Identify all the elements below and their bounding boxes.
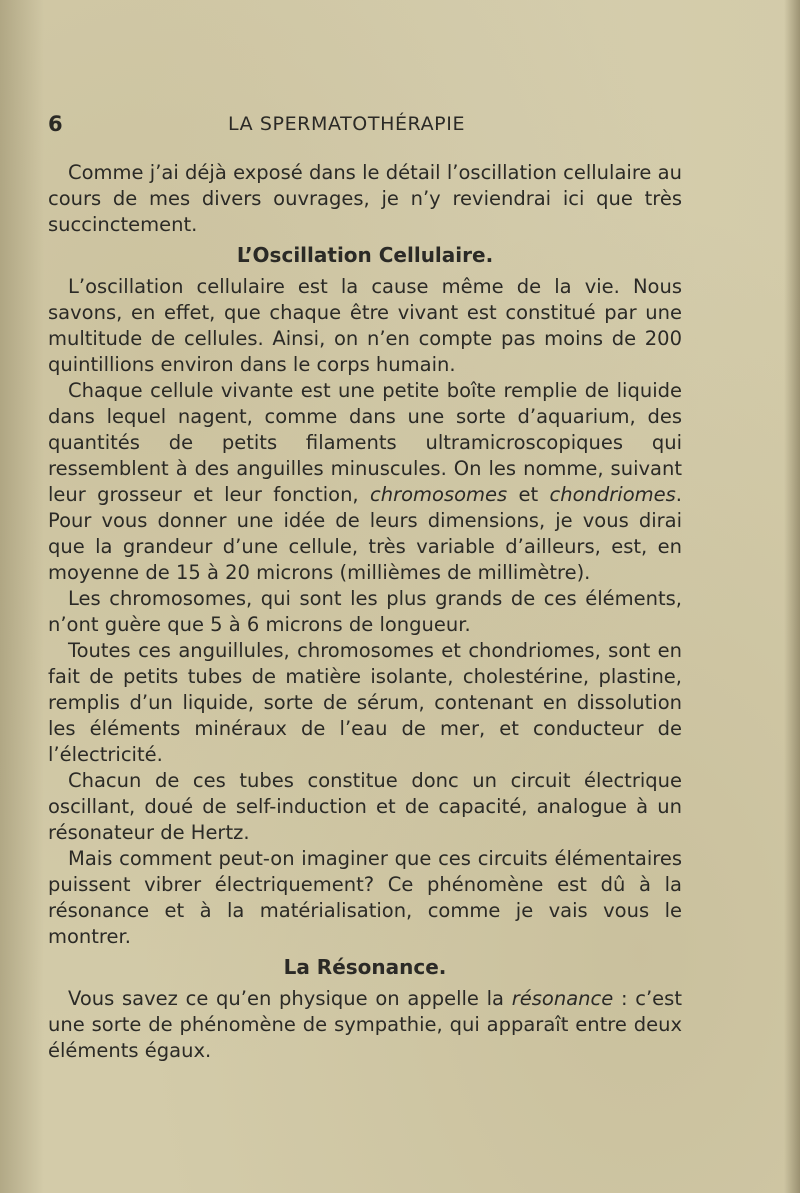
term-chromosomes: chromosomes (369, 483, 508, 506)
paragraph-oscillation-1: L’oscillation cellulaire est la cause même de la vie. Nous savons, en effet, que chaque être vivant est constitué par une multitude de cellules. Ainsi, on n’en compte pas moins de 200 quintillions environ dans le corps humain. (48, 275, 682, 376)
paragraph-oscillation-6: Mais comment peut-on imaginer que ces circuits élémentaires puissent vibrer électriquement? Ce phénomène est dû à la résonance et à la matérialisation, comme je vais vous le montrer. (48, 847, 682, 948)
paragraph-oscillation-3: Les chromosomes, qui sont les plus grands de ces éléments, n’ont guère que 5 à 6 microns de longueur. (48, 587, 682, 636)
paragraph-text: Vous savez ce qu’en physique on appelle la (68, 987, 512, 1010)
paragraph-text: Chaque cellule vivante est une petite boîte remplie de liquide dans lequel nagent, comme dans une sorte d’aquarium, des quantités de petits filaments ultramicroscopiques qui ressemblent à des anguilles minuscules. On les nomme, suivant leur grosseur et leur fonction, (48, 379, 682, 506)
paragraph-text: : c’est une sorte de phénomène de sympathie, qui apparaît entre deux éléments égaux. (48, 987, 682, 1062)
paragraph-oscillation-4: Toutes ces anguillules, chromosomes et chondriomes, sont en fait de petits tubes de matière isolante, cholestérine, plastine, remplis d’un liquide, sorte de sérum, contenant en dissolution les éléments minéraux de l’eau de mer, et conducteur de l’électricité. (48, 639, 682, 766)
paragraph-resonance-1 (48, 986, 682, 1064)
page-left-shadow (0, 0, 44, 1193)
section-heading-resonance: La Résonance. (283, 955, 447, 979)
paragraph-oscillation-5: Chacun de ces tubes constitue donc un circuit électrique oscillant, doué de self-induction et de capacité, analogue à un résonateur de Hertz. (48, 769, 682, 844)
running-title: LA SPERMATOTHÉRAPIE (228, 113, 466, 135)
running-head (48, 112, 682, 146)
paragraph-text: . Pour vous donner une idée de leurs dimensions, je vous dirai que la grandeur d’une cellule, très variable d’ailleurs, est, en moyenne de 15 à 20 microns (millièmes de millimètre). (48, 483, 682, 584)
page-right-edge (784, 0, 800, 1193)
paragraph-oscillation-2 (48, 378, 682, 586)
intro-paragraph: Comme j’ai déjà exposé dans le détail l’oscillation cellulaire au cours de mes divers ouvrages, je n’y reviendrai ici que très succinctement. (48, 161, 682, 236)
page-number: 6 (48, 112, 64, 136)
book-page (48, 112, 682, 1064)
term-resonance: résonance (511, 987, 614, 1010)
paragraph-text: et (507, 483, 550, 506)
section-heading-oscillation: L’Oscillation Cellulaire. (236, 243, 494, 267)
term-chondriomes: chondriomes (549, 483, 676, 506)
